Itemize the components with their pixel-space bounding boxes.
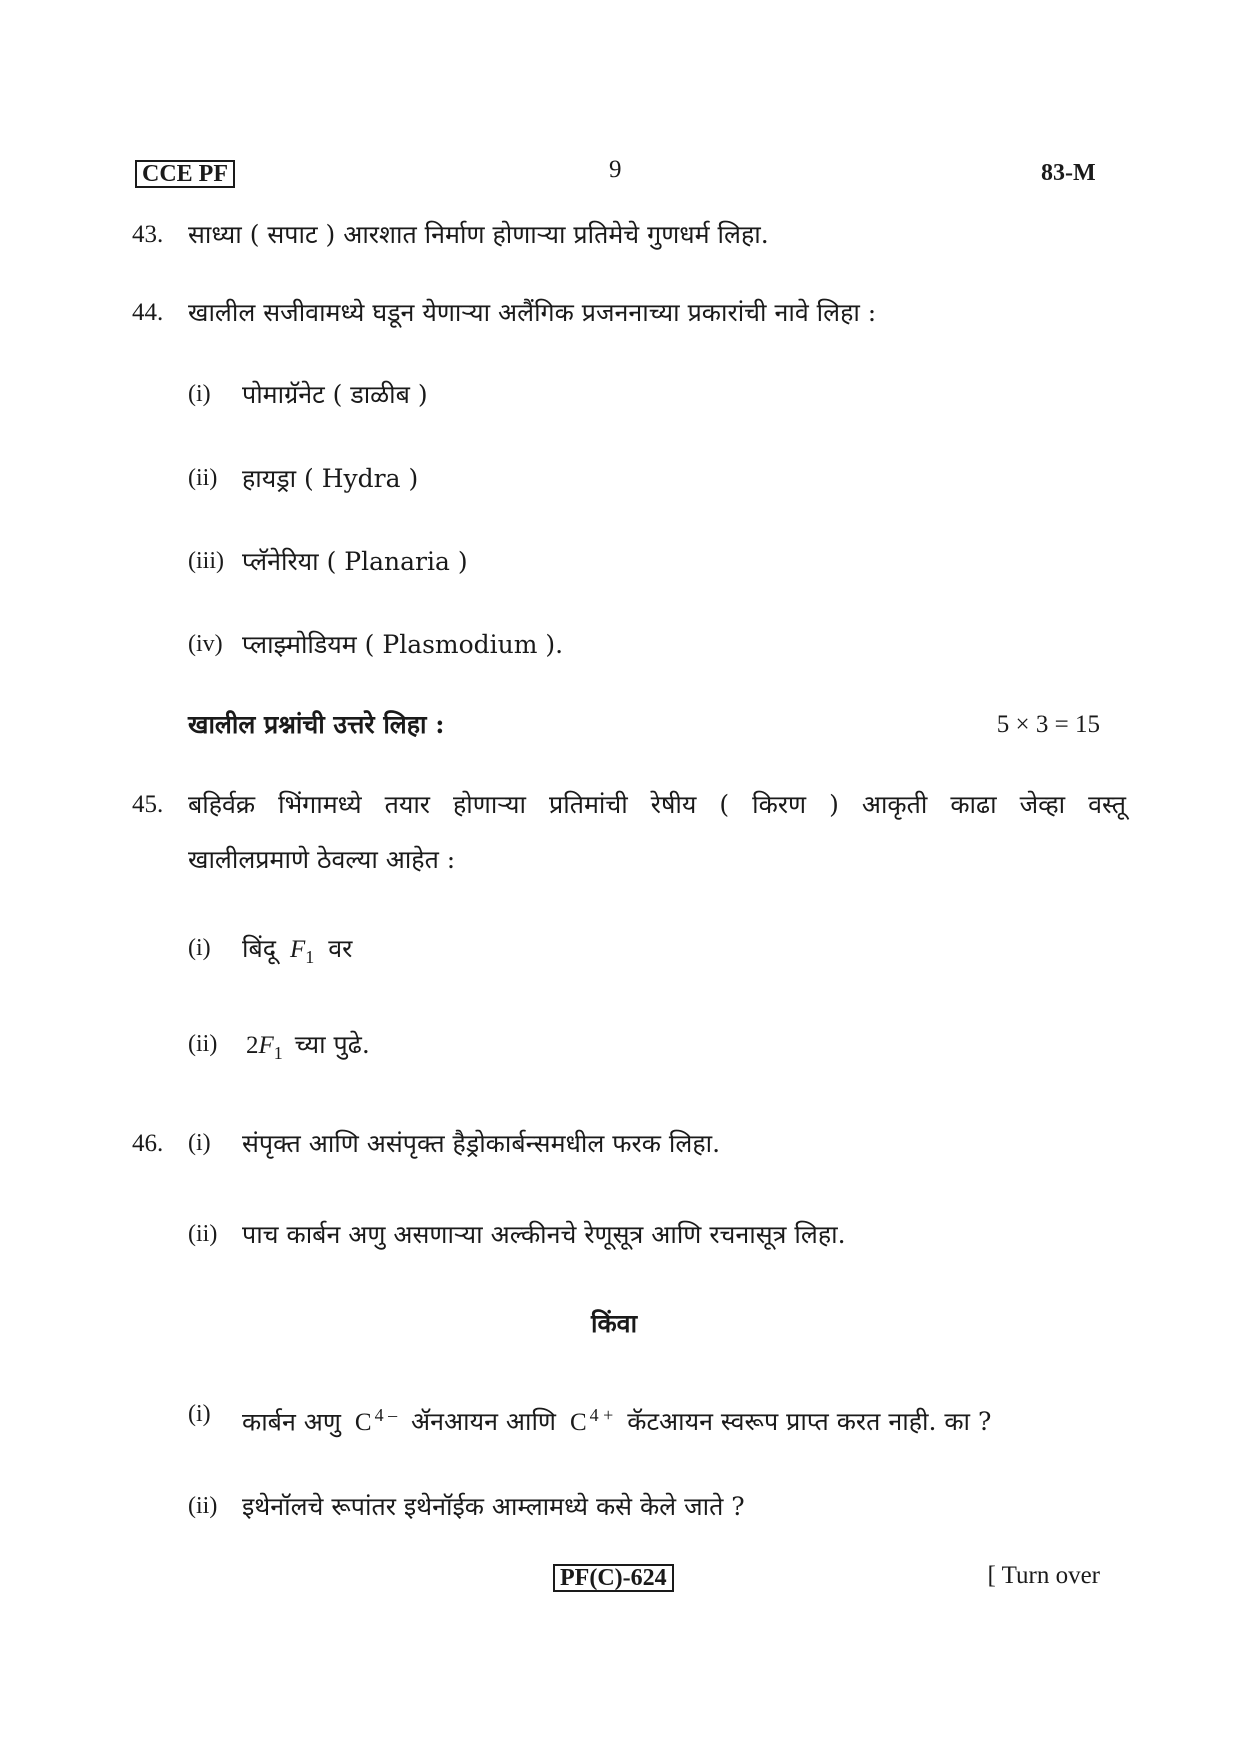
q44-item-label-i: (i): [188, 381, 211, 407]
q45-item-ii-subscript: 1: [273, 1043, 283, 1063]
q46-alt-i-sup2: 4 +: [589, 1405, 614, 1425]
section-title: खालील प्रश्नांची उत्तरे लिहा :: [188, 710, 445, 739]
q44-item-label-iii: (iii): [188, 548, 224, 574]
q46-alt-item-text-i: [242, 1398, 991, 1440]
q45-item-text-i: [242, 932, 352, 974]
q45-item-i-post: वर: [328, 934, 353, 963]
header-left-code: CCE PF: [135, 160, 235, 188]
q46-alt-i-sup1: 4 –: [374, 1405, 398, 1425]
question-text-43: साध्या ( सपाट ) आरशात निर्माण होणाऱ्या प्रतिमेचे गुणधर्म लिहा.: [188, 220, 769, 249]
question-number-45: 45.: [132, 791, 164, 818]
q46-alt-item-label-ii: (ii): [188, 1493, 218, 1519]
q45-item-i-var: F: [289, 936, 306, 963]
q44-item-text-iii: प्लॅनेरिया ( Planaria ): [242, 547, 468, 576]
q45-item-i-subscript: 1: [305, 947, 315, 967]
q45-item-ii-coef: 2: [246, 1032, 259, 1059]
q46-alt-i-t2: ॲनआयन आणि: [411, 1407, 556, 1437]
header-right-code: 83-M: [1041, 160, 1096, 186]
question-number-44: 44.: [132, 299, 164, 326]
q46-alt-item-text-ii: इथेनॉलचे रूपांतर इथेनॉईक आम्लामध्ये कसे केले जाते ?: [242, 1492, 745, 1521]
footer-code: PF(C)-624: [553, 1564, 674, 1592]
q45-item-text-ii: [246, 1028, 370, 1070]
page-number: 9: [609, 156, 622, 183]
question-number-43: 43.: [132, 221, 164, 248]
q46-alt-i-c2: C: [569, 1409, 587, 1437]
q46-item-label-ii: (ii): [188, 1221, 218, 1247]
question-text-45-line1: बहिर्वक्र भिंगामध्ये तयार होणाऱ्या प्रतिमांची रेषीय ( किरण ) आकृती काढा जेव्हा वस्तू: [188, 790, 1126, 819]
q44-item-label-iv: (iv): [188, 631, 223, 657]
q46-item-label-i: (i): [188, 1130, 211, 1156]
q45-item-label-i: (i): [188, 935, 211, 961]
q46-alt-i-t3: कॅटआयन स्वरूप प्राप्त करत नाही. का ?: [627, 1407, 992, 1437]
q45-item-ii-post: च्या पुढे.: [294, 1030, 370, 1059]
q44-item-text-i: पोमाग्रॅनेट ( डाळीब ): [242, 380, 428, 409]
q46-item-text-ii: पाच कार्बन अणु असणाऱ्या अल्कीनचे रेणूसूत्र आणि रचनासूत्र लिहा.: [242, 1220, 846, 1249]
question-text-45-line2: खालीलप्रमाणे ठेवल्या आहेत :: [188, 845, 456, 874]
q46-alt-i-t1: कार्बन अणु: [242, 1407, 341, 1437]
turn-over-label: [ Turn over: [987, 1562, 1100, 1589]
q46-item-text-i: संपृक्त आणि असंपृक्त हैड्रोकार्बन्समधील फरक लिहा.: [242, 1129, 721, 1158]
question-text-44: खालील सजीवामध्ये घडून येणाऱ्या अलैंगिक प्रजननाच्या प्रकारांची नावे लिहा :: [188, 298, 877, 327]
q46-alt-i-c1: C: [354, 1409, 372, 1437]
q44-item-text-iv: प्लाझ्मोडियम ( Plasmodium ).: [242, 630, 564, 659]
or-label: किंवा: [591, 1309, 638, 1338]
q45-item-i-pre: बिंदू: [242, 934, 277, 963]
section-marks: 5 × 3 = 15: [996, 711, 1100, 738]
question-number-46: 46.: [132, 1130, 164, 1157]
q45-item-label-ii: (ii): [188, 1031, 218, 1057]
q45-item-ii-var: F: [258, 1032, 274, 1059]
q44-item-text-ii: हायड्रा ( Hydra ): [242, 464, 419, 493]
q44-item-label-ii: (ii): [188, 465, 218, 491]
q46-alt-item-label-i: (i): [188, 1401, 211, 1427]
